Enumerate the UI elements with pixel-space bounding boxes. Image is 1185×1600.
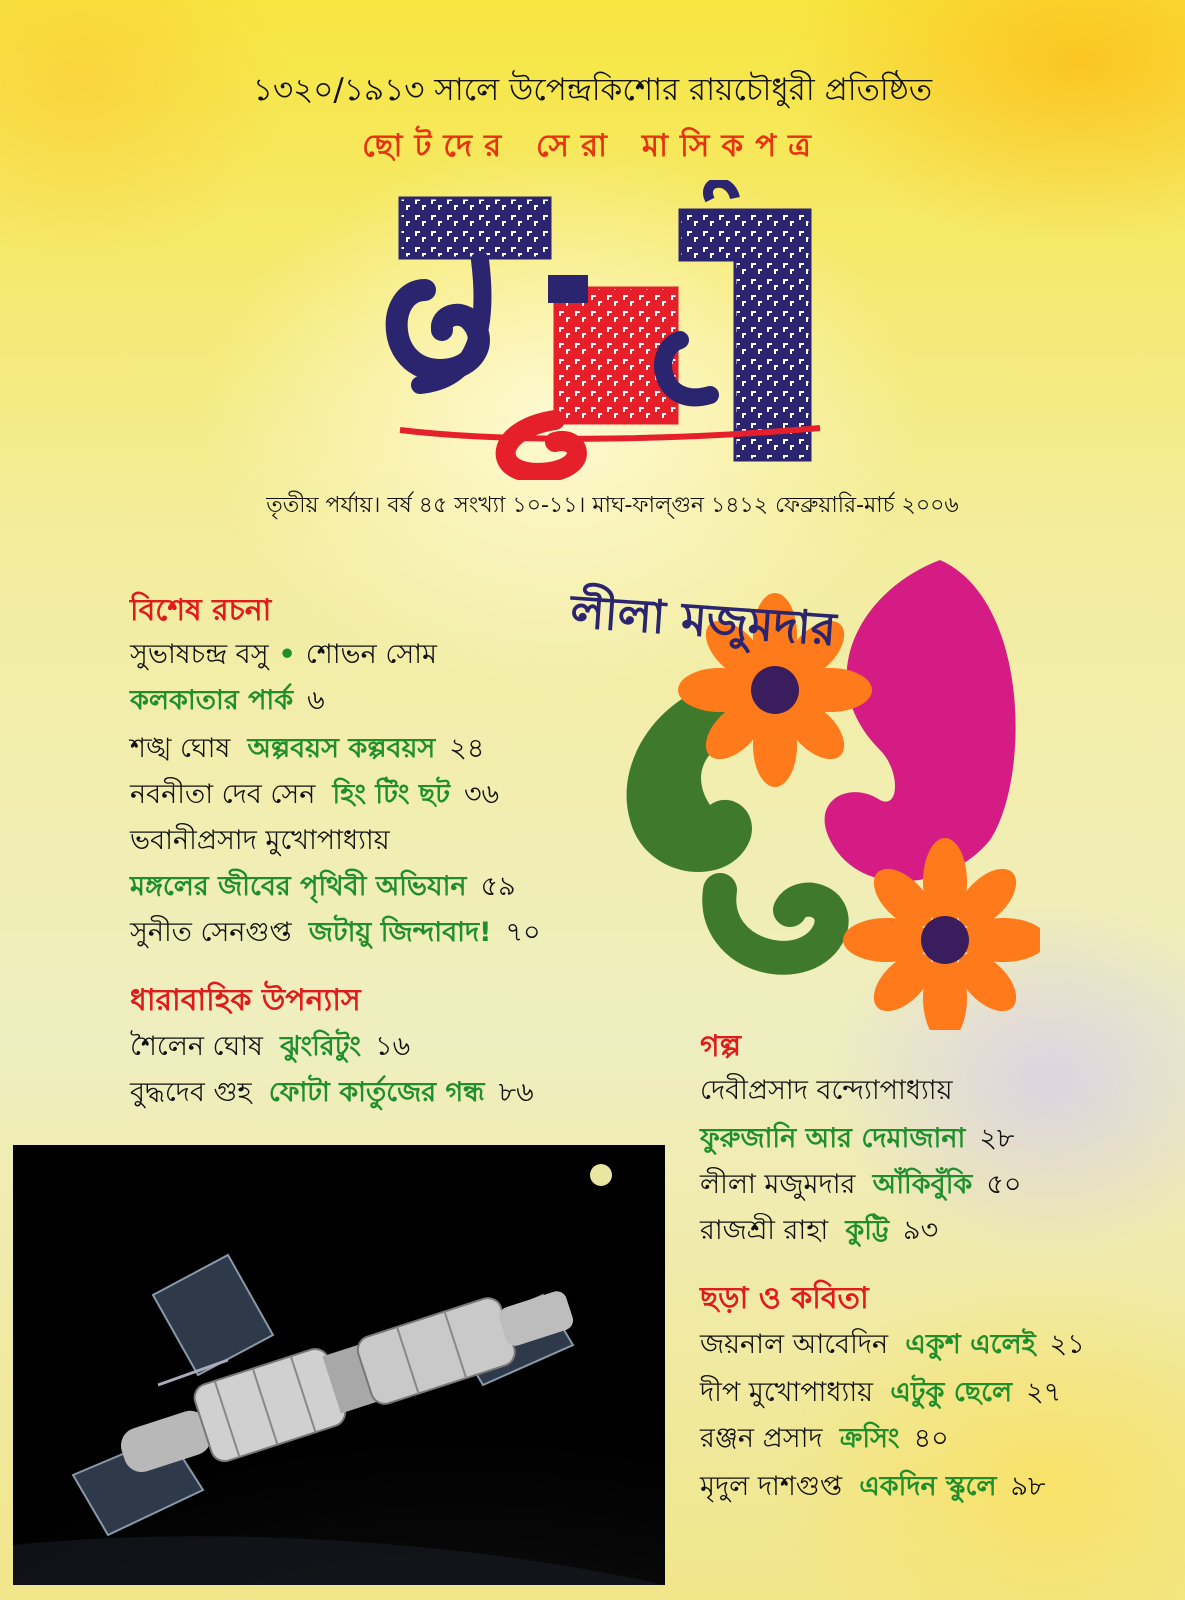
page-number: ৬ <box>307 685 325 716</box>
author: জয়নাল আবেদিন <box>700 1329 889 1360</box>
author: নবনীতা দেব সেন <box>130 779 316 810</box>
toc-entry <box>700 1466 1046 1511</box>
issue-line: তৃতীয় পর্যায়। বর্ষ ৪৫ সংখ্যা ১০-১১। মাঘ-ফাল্গুন ১৪১২ ফেব্রুয়ারি-মার্চ ২০০৬ <box>266 493 959 518</box>
founded-line: ১৩২০/১৯১৩ সালে উপেন্দ্রকিশোর রায়চৌধুরী প্রতিষ্ঠিত <box>252 72 933 108</box>
title: ঝুংরিটুং <box>280 1031 362 1062</box>
space-station-illustration <box>13 1145 665 1585</box>
page-number: ৭০ <box>505 917 541 948</box>
author: শৈলেন ঘোষ <box>130 1031 263 1062</box>
author: রঞ্জন প্রসাদ <box>700 1423 823 1454</box>
space-station-photo <box>13 1145 665 1585</box>
title: ফুরুজানি আর দেমাজানা <box>700 1123 966 1154</box>
banner-number <box>600 700 613 717</box>
title: হিং টিং ছট <box>332 779 450 810</box>
toc-entry <box>130 634 437 679</box>
page-number: ৯৮ <box>1010 1471 1046 1502</box>
heading-serial: ধারাবাহিক উপন্যাস <box>130 983 361 1018</box>
page-number: ৮৬ <box>498 1077 534 1108</box>
page-number: ২৪ <box>449 733 485 764</box>
toc-entry <box>700 1118 1014 1163</box>
page-number: ৫০ <box>986 1169 1022 1200</box>
toc-entry <box>130 912 541 957</box>
page-number: ২১ <box>1049 1329 1085 1360</box>
author: শোভন সোম <box>305 639 437 670</box>
title: এটুকু ছেলে <box>890 1377 1013 1408</box>
title: জটায়ু জিন্দাবাদ! <box>308 917 492 948</box>
author: দীপ মুখোপাধ্যায় <box>700 1377 874 1408</box>
separator-dot: • <box>278 639 296 670</box>
toc-entry <box>700 1164 1021 1209</box>
title: কুট্টি <box>845 1215 890 1246</box>
page-number: ৫৯ <box>480 871 516 902</box>
page-number: ৪০ <box>913 1423 949 1454</box>
author: বুদ্ধদেব গুহ <box>130 1077 252 1108</box>
author: সুভাষচন্দ্র বসু <box>130 639 269 670</box>
author: লীলা মজুমদার <box>700 1169 856 1200</box>
title: ক্রসিং <box>839 1423 900 1454</box>
toc-entry <box>130 1026 410 1071</box>
title: একদিন স্কুলে <box>859 1471 997 1502</box>
heading-stories: গল্প <box>700 1029 742 1064</box>
toc-entry <box>130 820 390 865</box>
author: দেবীপ্রসাদ বন্দ্যোপাধ্যায় <box>700 1075 953 1106</box>
moon <box>590 1164 612 1186</box>
author: রাজশ্রী রাহা <box>700 1215 829 1246</box>
author: ভবানীপ্রসাদ মুখোপাধ্যায় <box>130 825 390 856</box>
toc-entry <box>130 866 516 911</box>
title: মঙ্গলের জীবের পৃথিবী অভিযান <box>130 871 467 902</box>
toc-entry <box>130 728 484 773</box>
page-number: ১৬ <box>375 1031 411 1062</box>
author: মৃদুল দাশগুপ্ত <box>700 1471 843 1502</box>
toc-entry <box>700 1372 1061 1417</box>
title: ফোটা কার্তুজের গন্ধ <box>268 1077 485 1108</box>
toc-entry <box>700 1070 953 1115</box>
masthead-logo <box>380 180 840 480</box>
toc-entry <box>700 1210 938 1255</box>
page-number: ২৮ <box>979 1123 1015 1154</box>
toc-entry <box>700 1418 949 1463</box>
page-number: ৩৬ <box>463 779 500 810</box>
tagline: ছোটদের সেরা মাসিকপত্র <box>362 128 823 164</box>
author: সুনীত সেনগুপ্ত <box>130 917 292 948</box>
title: আঁকিবুঁকি <box>872 1169 973 1200</box>
page-number: ৯৩ <box>903 1215 939 1246</box>
banner-name: লীলা মজুমদার <box>568 583 838 657</box>
toc-entry <box>130 774 499 819</box>
heading-poems: ছড়া ও কবিতা <box>700 1281 869 1316</box>
toc-entry <box>700 1324 1085 1369</box>
title: অল্পবয়স কল্পবয়স <box>247 733 436 764</box>
title: একুশ এলেই <box>905 1329 1036 1360</box>
toc-entry <box>130 680 325 725</box>
heading-special: বিশেষ রচনা <box>130 593 272 628</box>
page-number: ২৭ <box>1026 1377 1062 1408</box>
author: শঙ্খ ঘোষ <box>130 733 231 764</box>
toc-entry <box>130 1072 534 1117</box>
title: কলকাতার পার্ক <box>130 685 294 716</box>
